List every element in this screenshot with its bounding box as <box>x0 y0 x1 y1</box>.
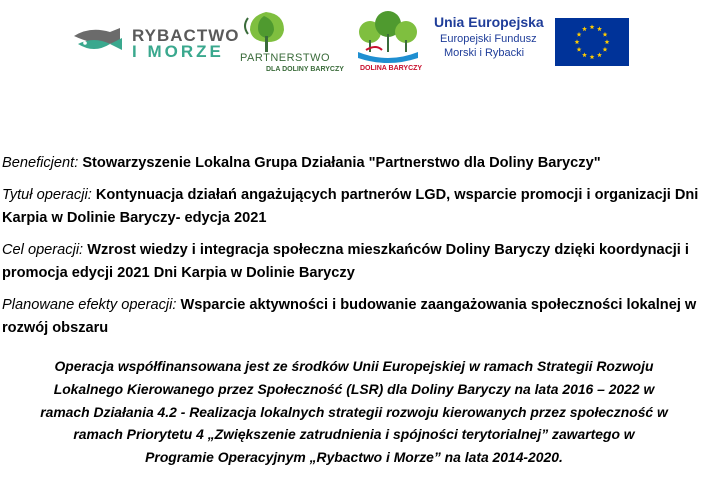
field-value: Wsparcie aktywności i budowanie zaangażowania społeczności lokalnej w rozwój obszaru <box>2 296 697 336</box>
field-value: Wzrost wiedzy i integracja społeczna mieszkańców Doliny Baryczy dzięki koordynacji i promocja edycji 2021 Dni Karpia w Dolinie Baryczy <box>2 241 689 281</box>
field-planowane-efekty <box>2 294 704 341</box>
field-cel-operacji <box>2 239 704 286</box>
rybactwo-line1: RYBACTWO <box>132 26 240 45</box>
cofinancing-line: Lokalnego Kierowanego przez Społeczność (LSR) dla Doliny Baryczy na lata 2016 – 2022 w <box>53 380 655 397</box>
dolina-name: DOLINA BARYCZY <box>360 65 423 72</box>
partnerstwo-sub: DLA DOLINY BARYCZY <box>266 66 344 73</box>
cofinancing-statement <box>4 355 704 469</box>
field-label: Beneficjent: <box>2 155 79 171</box>
tree-icon <box>238 8 294 52</box>
valley-trees-icon <box>356 10 420 64</box>
logo-unia-europejska <box>434 14 634 74</box>
operation-details <box>2 152 704 349</box>
cofinancing-line: ramach Działania 4.2 - Realizacja lokalnych strategii rozwoju kierowanych przez społeczność w <box>40 403 668 420</box>
cofinancing-line: ramach Priorytetu 4 „Zwiększenie zatrudnienia i spójności terytorialnej” zawartego w <box>73 426 635 443</box>
logo-partnerstwo <box>236 8 346 78</box>
eu-fund-line1: Europejski Fundusz <box>440 33 537 45</box>
eu-title: Unia Europejska <box>434 14 544 30</box>
logo-dolina-baryczy <box>354 10 426 78</box>
cofinancing-line: Operacja współfinansowana jest ze środków Unii Europejskiej w ramach Strategii Rozwoju <box>54 358 654 374</box>
field-tytul-operacji <box>2 184 704 231</box>
field-value: Stowarzyszenie Lokalna Grupa Działania "Partnerstwo dla Doliny Baryczy" <box>82 155 601 171</box>
field-label: Cel operacji: <box>2 241 84 258</box>
logo-bar <box>0 8 709 80</box>
field-label: Planowane efekty operacji: <box>2 296 177 313</box>
cofinancing-line: Programie Operacyjnym „Rybactwo i Morze” na lata 2014-2020. <box>145 449 563 466</box>
eu-fund-line2: Morski i Rybacki <box>444 47 525 59</box>
partnerstwo-name: PARTNERSTWO <box>240 52 331 64</box>
eu-flag-icon <box>555 18 629 66</box>
field-label: Tytuł operacji: <box>2 186 92 203</box>
field-value: Kontynuacja działań angażujących partnerów LGD, wsparcie promocji i organizacji Dni Karpia w Dolinie Baryczy- edycja 2021 <box>2 186 699 226</box>
field-beneficjent <box>2 152 704 176</box>
logo-rybactwo-i-morze <box>70 18 240 68</box>
rybactwo-line2: I MORZE <box>132 42 224 61</box>
fish-icon <box>70 22 128 62</box>
